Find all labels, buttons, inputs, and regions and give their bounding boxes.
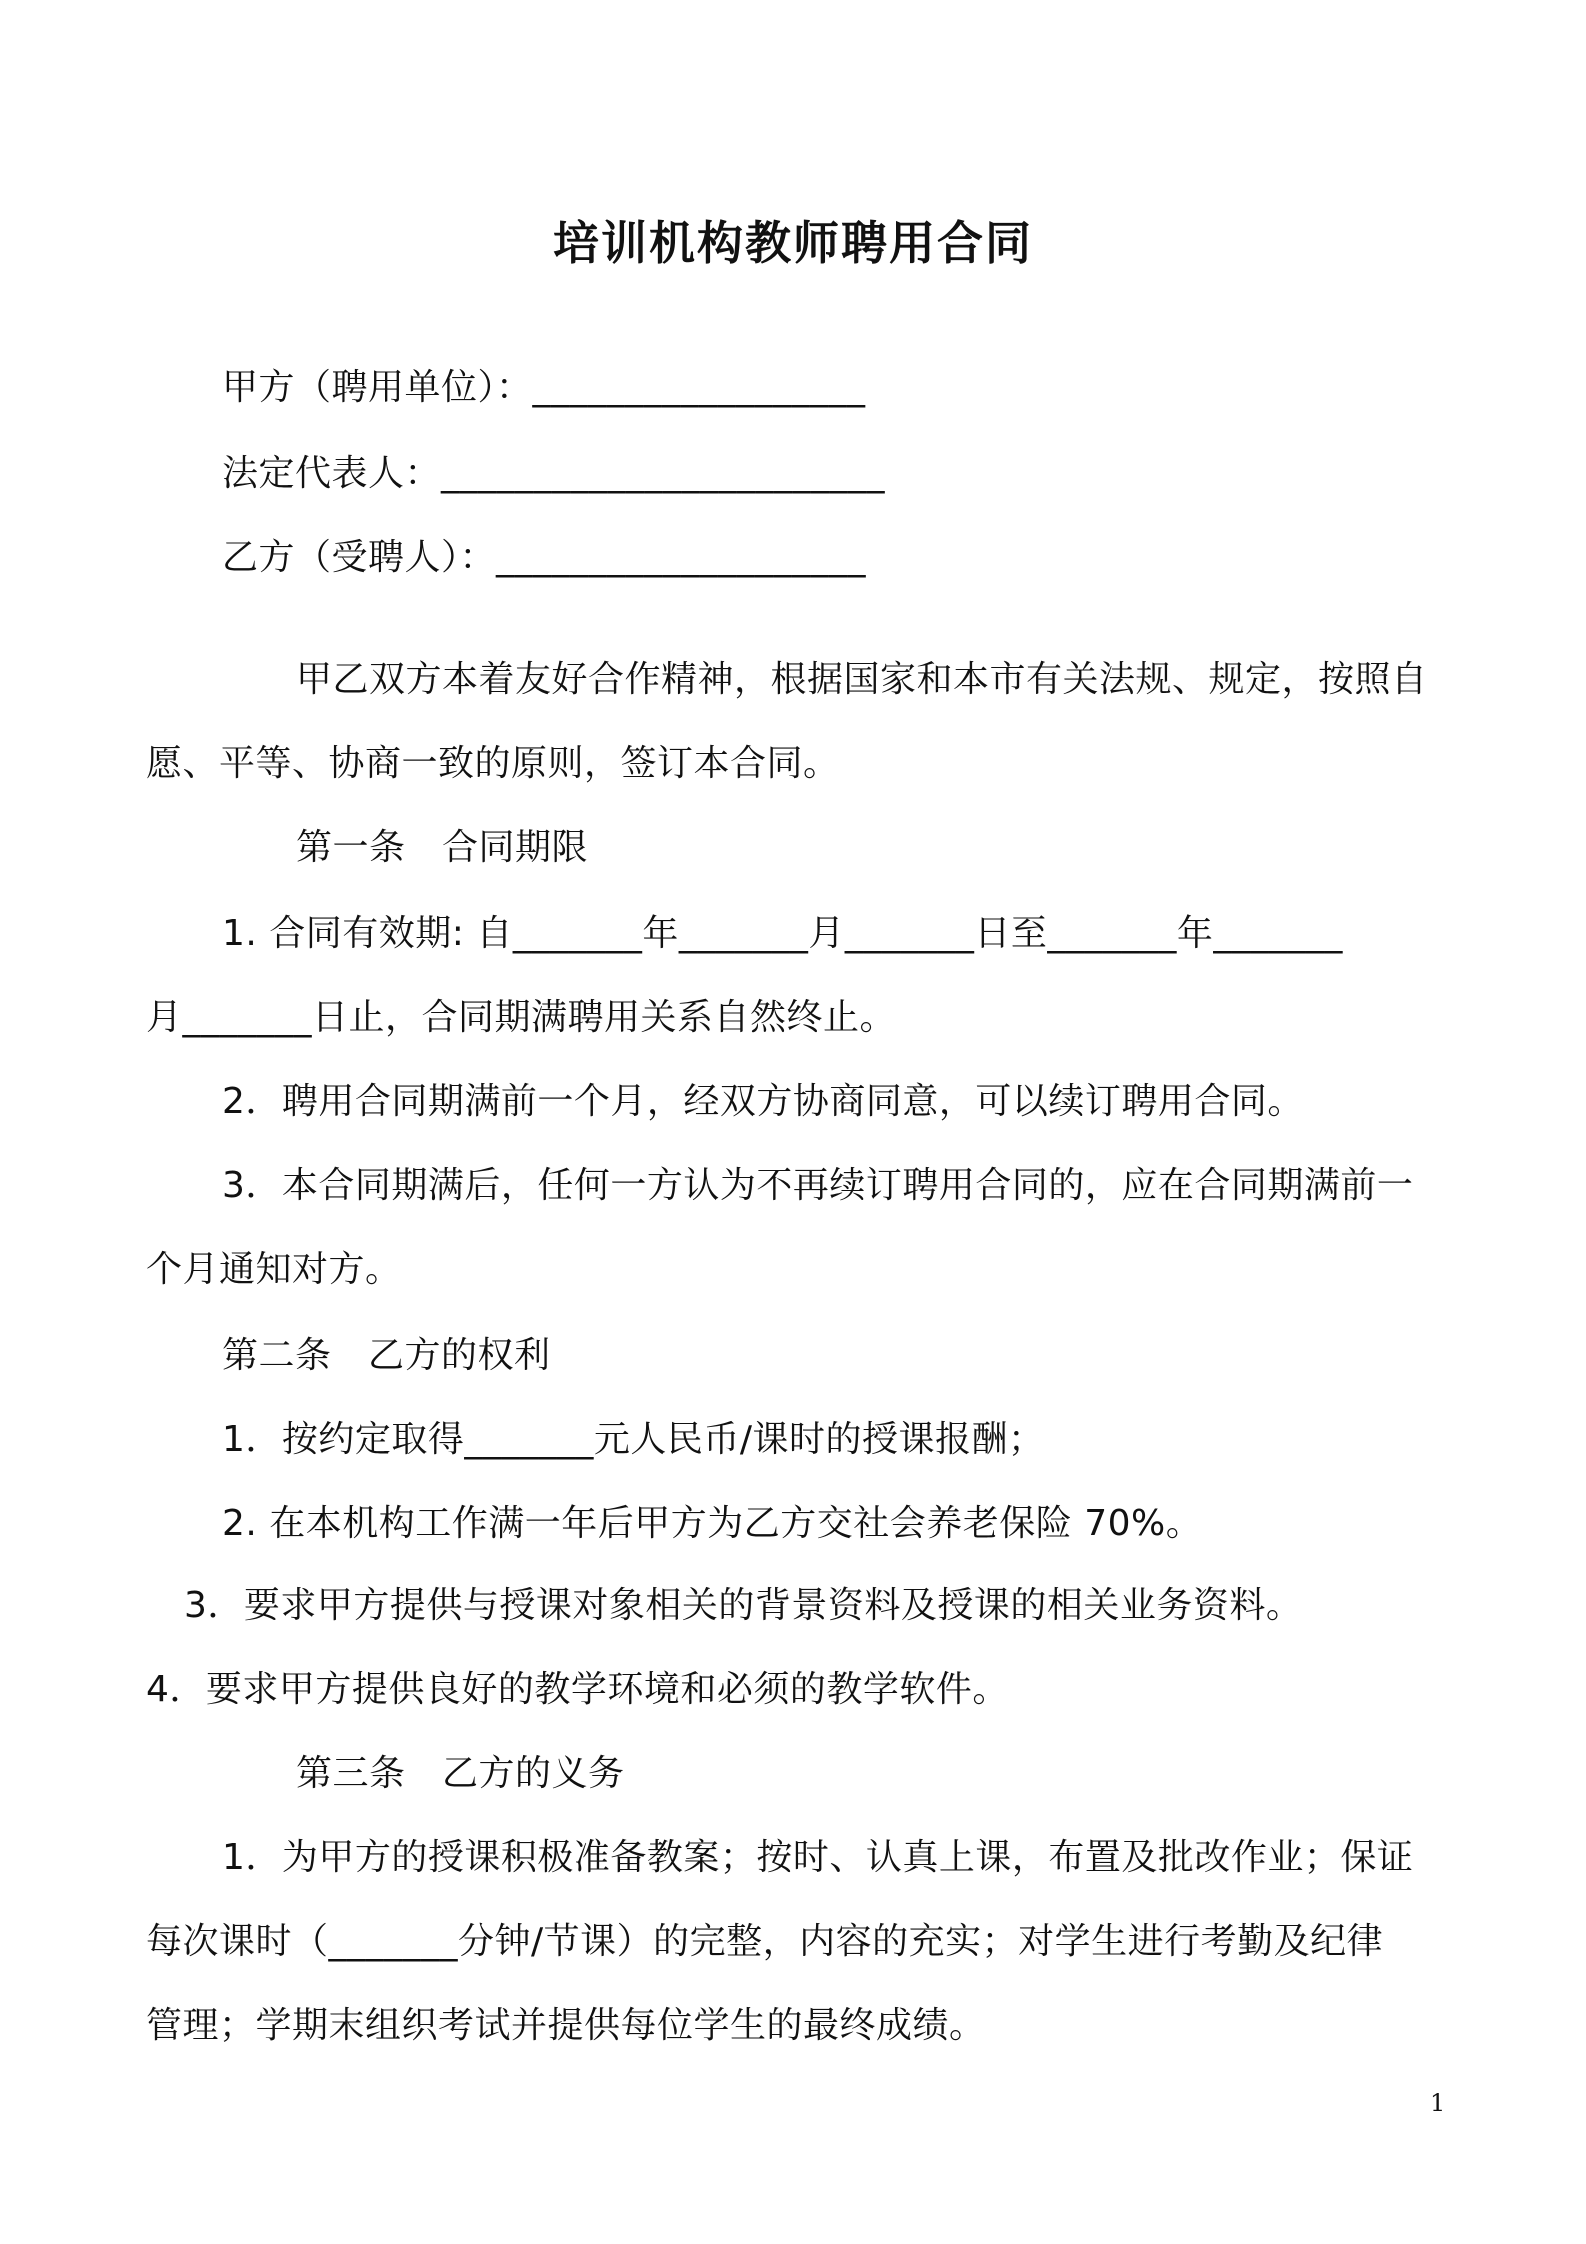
page-number: 1 <box>1430 2089 1446 2117</box>
article-3-heading: 第三条 乙方的义务 <box>296 1753 625 1794</box>
legal-representative-field: 法定代表人：________________________ <box>222 453 886 494</box>
article-1-item-1: 月_______日止，合同期满聘用关系自然终止。 <box>146 997 897 1038</box>
article-3-item-1: 1．为甲方的授课积极准备教案；按时、认真上课，布置及批改作业；保证 <box>222 1837 1414 1878</box>
article-1-item-1: 1. 合同有效期: 自_______年_______月_______日至_______年_______ <box>222 913 1343 954</box>
article-1-item-2: 2．聘用合同期满前一个月，经双方协商同意，可以续订聘用合同。 <box>222 1081 1304 1122</box>
article-1-item-3: 3．本合同期满后，任何一方认为不再续订聘用合同的，应在合同期满前一 <box>222 1165 1414 1206</box>
preamble-line: 甲乙双方本着友好合作精神，根据国家和本市有关法规、规定，按照自 <box>296 659 1428 700</box>
article-2-item-4: 4．要求甲方提供良好的教学环境和必须的教学软件。 <box>146 1669 1009 1710</box>
party-a-field: 甲方（聘用单位）：__________________ <box>222 367 866 408</box>
article-2-item-1: 1．按约定取得_______元人民币/课时的授课报酬； <box>222 1419 1045 1460</box>
document-title: 培训机构教师聘用合同 <box>553 216 1033 270</box>
preamble-line: 愿、平等、协商一致的原则，签订本合同。 <box>146 743 840 784</box>
article-2-heading: 第二条 乙方的权利 <box>222 1335 551 1376</box>
article-1-item-3: 个月通知对方。 <box>146 1249 402 1290</box>
article-3-item-1: 管理；学期末组织考试并提供每位学生的最终成绩。 <box>146 2005 986 2046</box>
article-2-item-2: 2. 在本机构工作满一年后甲方为乙方交社会养老保险 70%。 <box>222 1503 1203 1544</box>
article-1-heading: 第一条 合同期限 <box>296 827 589 868</box>
article-2-item-3: 3．要求甲方提供与授课对象相关的背景资料及授课的相关业务资料。 <box>184 1585 1303 1626</box>
party-b-field: 乙方（受聘人）：____________________ <box>222 537 867 578</box>
article-3-item-1: 每次课时（_______分钟/节课）的完整，内容的充实；对学生进行考勤及纪律 <box>146 1921 1384 1962</box>
